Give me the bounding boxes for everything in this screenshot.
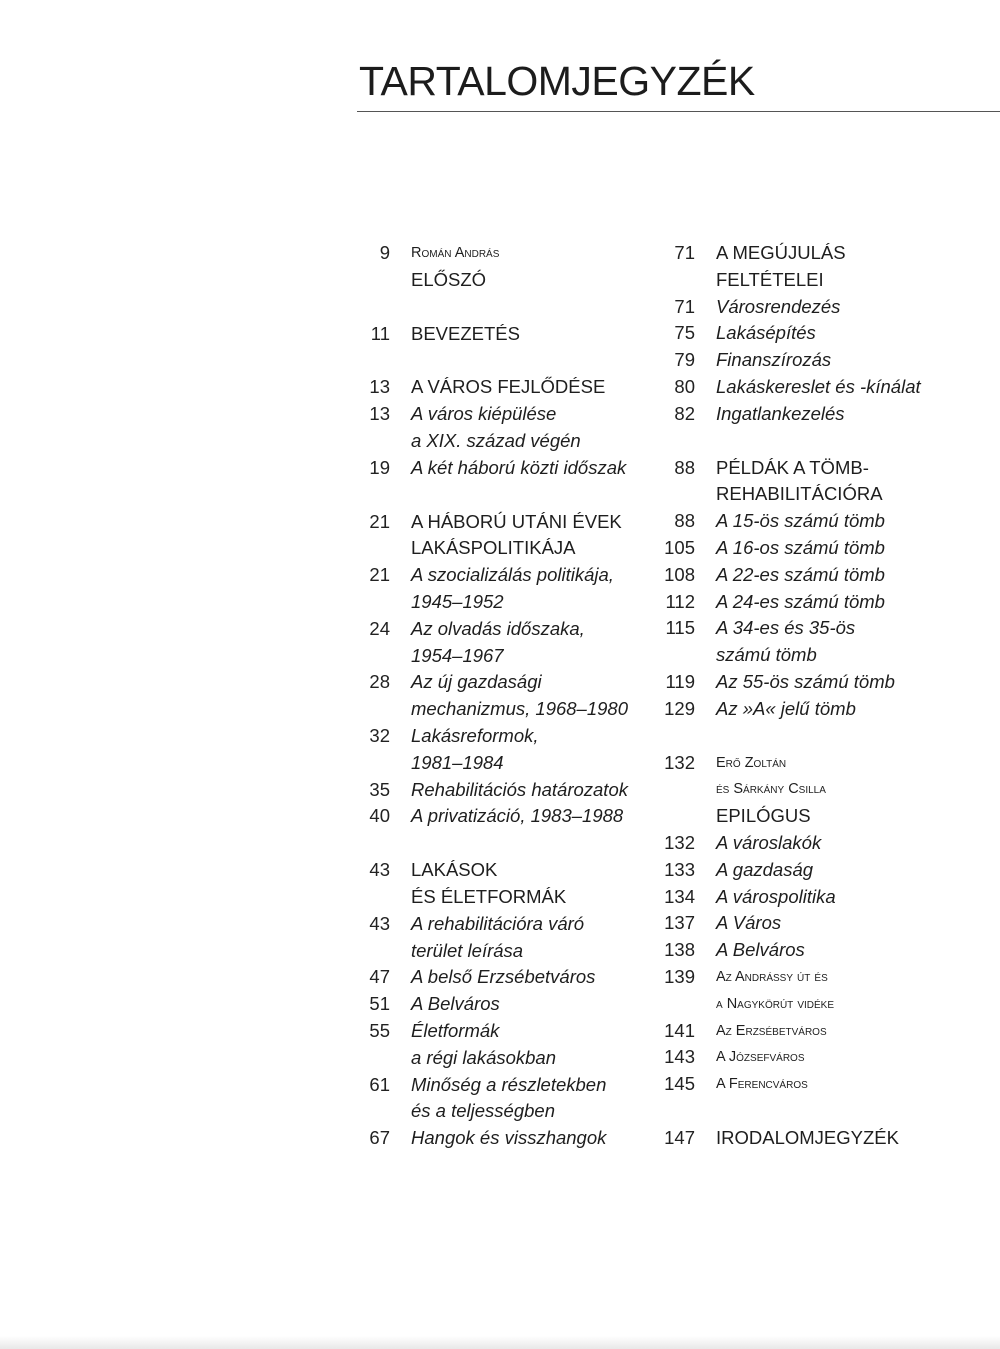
toc-page-number: 71 <box>674 295 695 317</box>
toc-entry-text <box>716 696 856 723</box>
toc-entry-text <box>411 321 520 348</box>
toc-entry <box>358 616 678 670</box>
toc-entry-line: A gazdaság <box>716 858 814 880</box>
toc-entry-text <box>716 884 836 911</box>
toc-page-number: 9 <box>379 242 390 263</box>
toc-entry <box>663 1071 983 1098</box>
toc-entry-line: A Belváros <box>411 993 500 1015</box>
toc-page-number: 43 <box>369 859 390 881</box>
toc-page-number: 138 <box>664 939 695 961</box>
toc-page-number: 141 <box>664 1019 695 1041</box>
toc-entry-line: és a teljességben <box>411 1100 555 1122</box>
toc-entry <box>663 964 983 1018</box>
toc-page-number: 119 <box>665 670 695 692</box>
toc-page-number: 67 <box>369 1127 390 1149</box>
toc-entry <box>663 535 983 562</box>
toc-entry <box>663 1044 983 1071</box>
toc-entry-text <box>411 1018 556 1072</box>
toc-entry-text <box>716 320 816 347</box>
toc-page-number: 147 <box>664 1126 695 1148</box>
toc-entry-line: Városrendezés <box>716 295 841 317</box>
toc-entry-text <box>411 509 622 563</box>
toc-entry <box>663 1125 983 1152</box>
toc-entry-line: FELTÉTELEI <box>716 268 824 290</box>
toc-entry-text <box>716 589 885 616</box>
toc-entry <box>663 830 983 857</box>
toc-page-number: 51 <box>369 993 390 1015</box>
toc-entry-text <box>411 803 623 830</box>
toc-entry <box>358 669 678 723</box>
toc-page-number: 105 <box>664 536 695 558</box>
toc-entry-line: A 15-ös számú tömb <box>716 510 885 532</box>
toc-entry-line: számú tömb <box>716 644 817 666</box>
toc-entry <box>358 777 678 804</box>
toc-entry <box>358 803 678 830</box>
toc-page-number: 80 <box>674 375 695 397</box>
toc-entry-line: IRODALOMJEGYZÉK <box>716 1126 899 1148</box>
toc-entry-text <box>716 1071 808 1098</box>
toc-entry-line: A rehabilitációra váró <box>411 912 585 934</box>
toc-entry <box>663 374 983 401</box>
toc-entry-line: ÉS ÉLETFORMÁK <box>411 885 567 907</box>
toc-entry-line: a XIX. század végén <box>411 429 581 451</box>
toc-entry-line: REHABILITÁCIÓRA <box>716 483 883 505</box>
toc-page-number: 75 <box>674 322 695 344</box>
toc-entry-line: Erő Zoltán <box>716 754 787 771</box>
toc-page-number: 55 <box>369 1019 390 1041</box>
toc-entry-text <box>411 964 595 991</box>
toc-right-column <box>663 240 983 1152</box>
toc-entry <box>358 911 678 965</box>
toc-entry-line: Ingatlankezelés <box>716 402 845 424</box>
toc-page-number: 13 <box>369 376 390 398</box>
toc-entry-text <box>411 1072 606 1126</box>
toc-entry-line: A privatizáció, 1983–1988 <box>411 805 624 827</box>
toc-entry-text <box>411 723 539 777</box>
toc-entry-text <box>411 401 581 455</box>
toc-entry-line: A Ferencváros <box>716 1076 808 1093</box>
toc-page-number: 21 <box>369 564 390 586</box>
toc-entry-text <box>411 777 628 804</box>
page-title: TARTALOMJEGYZÉK <box>359 58 755 104</box>
toc-entry <box>358 321 678 348</box>
toc-entry <box>663 455 983 509</box>
toc-entry-line: Román András <box>411 245 500 261</box>
toc-entry-line: ELŐSZÓ <box>411 268 487 290</box>
toc-page-number: 32 <box>369 724 390 746</box>
toc-entry-text <box>716 857 813 884</box>
toc-entry-line: Az Andrássy út és <box>716 968 828 985</box>
toc-entry-line: Az olvadás időszaka, <box>411 617 585 639</box>
toc-entry-text <box>716 803 811 830</box>
toc-page-number: 129 <box>664 697 695 719</box>
toc-entry-text <box>716 562 885 589</box>
toc-entry-line: A Belváros <box>716 939 805 961</box>
toc-entry-line: A belső Erzsébetváros <box>411 966 596 988</box>
toc-entry <box>663 884 983 911</box>
toc-entry <box>358 1072 678 1126</box>
toc-entry <box>358 562 678 616</box>
toc-entry-text <box>716 830 821 857</box>
toc-entry-line: EPILÓGUS <box>716 805 811 827</box>
toc-entry-line: terület leírása <box>411 939 524 961</box>
toc-entry-text <box>716 615 855 669</box>
toc-entry <box>358 374 678 401</box>
toc-page-number: 139 <box>664 965 695 987</box>
toc-page-number: 11 <box>370 322 390 344</box>
toc-entry-text <box>716 750 826 804</box>
toc-entry-line: Rehabilitációs határozatok <box>411 778 628 800</box>
toc-entry-line: A 24-es számú tömb <box>716 590 885 612</box>
toc-entry-line: 1954–1967 <box>411 644 504 666</box>
toc-entry-line: Életformák <box>411 1019 500 1041</box>
toc-entry-line: A Város <box>716 912 782 934</box>
toc-entry-text <box>716 374 921 401</box>
toc-page-number: 133 <box>664 858 695 880</box>
toc-entry-text <box>716 1018 827 1045</box>
toc-page-number: 61 <box>369 1073 390 1095</box>
toc-entry <box>663 508 983 535</box>
toc-entry <box>663 294 983 321</box>
toc-entry <box>663 615 983 669</box>
toc-entry <box>663 347 983 374</box>
toc-entry <box>358 401 678 455</box>
toc-entry <box>663 589 983 616</box>
toc-entry-text <box>411 991 500 1018</box>
toc-entry-line: Hangok és visszhangok <box>411 1127 607 1149</box>
toc-entry <box>358 1018 678 1072</box>
toc-entry <box>358 267 678 294</box>
toc-page-number: 112 <box>665 590 695 612</box>
toc-entry-line: Az új gazdasági <box>411 671 542 693</box>
toc-page-number: 43 <box>369 912 390 934</box>
toc-entry <box>663 750 983 804</box>
toc-entry-line: Lakáskereslet és -kínálat <box>716 375 921 397</box>
toc-page-number: 19 <box>369 456 390 478</box>
toc-entry-line: A 22-es számú tömb <box>716 563 885 585</box>
toc-entry <box>663 320 983 347</box>
toc-entry-line: LAKÁSOK <box>411 859 498 881</box>
toc-entry-line: a régi lakásokban <box>411 1046 557 1068</box>
toc-entry-text <box>716 347 831 374</box>
toc-entry-line: A 34-es és 35-ös <box>716 617 856 639</box>
toc-page-number: 71 <box>674 242 695 263</box>
toc-entry <box>663 857 983 884</box>
toc-page-number: 40 <box>369 805 390 827</box>
toc-page-number: 24 <box>369 617 390 639</box>
toc-entry-line: A VÁROS FEJLŐDÉSE <box>411 376 606 398</box>
toc-entry-text <box>716 535 885 562</box>
toc-entry <box>358 723 678 777</box>
toc-entry-text <box>716 964 834 1018</box>
toc-entry-text <box>716 240 846 294</box>
toc-entry <box>663 240 983 294</box>
toc-entry-text <box>411 374 605 401</box>
toc-entry <box>663 910 983 937</box>
toc-entry-line: Minőség a részletekben <box>411 1073 607 1095</box>
toc-entry-line: A HÁBORÚ UTÁNI ÉVEK <box>411 510 622 532</box>
toc-entry-line: és Sárkány Csilla <box>716 781 826 798</box>
toc-entry-line: A 16-os számú tömb <box>716 536 885 558</box>
toc-entry-text <box>411 267 486 294</box>
toc-entry-text <box>716 669 895 696</box>
toc-entry-line: 1945–1952 <box>411 590 504 612</box>
toc-page-number: 134 <box>664 885 695 907</box>
toc-entry-text <box>716 455 883 509</box>
toc-entry-text <box>716 1125 899 1152</box>
toc-entry-text <box>411 669 628 723</box>
toc-entry-text <box>716 401 845 428</box>
toc-page-number: 108 <box>664 563 695 585</box>
toc-entry-line: 1981–1984 <box>411 751 504 773</box>
toc-entry <box>663 562 983 589</box>
toc-page-number: 79 <box>674 349 695 371</box>
toc-entry <box>663 803 983 830</box>
toc-page-number: 137 <box>664 912 695 934</box>
toc-entry-line: A Józsefváros <box>716 1049 805 1066</box>
toc-entry <box>663 1018 983 1045</box>
toc-entry-line: a Nagykörút vidéke <box>716 995 834 1012</box>
toc-page-number: 28 <box>369 671 390 693</box>
toc-entry <box>663 696 983 723</box>
toc-entry-line: A MEGÚJULÁS <box>716 242 846 263</box>
toc-entry <box>663 401 983 428</box>
toc-entry-text <box>411 911 584 965</box>
toc-page-number: 132 <box>664 751 695 773</box>
toc-entry <box>663 937 983 964</box>
toc-entry-line: PÉLDÁK A TÖMB- <box>716 456 869 478</box>
toc-entry-line: A két háború közti időszak <box>411 456 627 478</box>
toc-page-number: 132 <box>664 831 695 853</box>
toc-entry-line: A szocializálás politikája, <box>411 564 614 586</box>
toc-entry-text <box>411 455 626 482</box>
toc-entry-text <box>716 937 805 964</box>
toc-entry-line: A városlakók <box>716 831 822 853</box>
toc-page-number: 143 <box>664 1046 695 1068</box>
toc-entry <box>663 669 983 696</box>
toc-page-number: 145 <box>664 1073 695 1095</box>
toc-entry-text <box>411 562 614 616</box>
toc-page-number: 21 <box>369 510 390 532</box>
toc-page-number: 82 <box>674 402 695 424</box>
toc-entry-text <box>716 294 840 321</box>
toc-page-number: 47 <box>369 966 390 988</box>
toc-entry-line: Lakásreformok, <box>411 724 539 746</box>
toc-entry <box>358 240 678 267</box>
toc-entry-line: mechanizmus, 1968–1980 <box>411 698 629 720</box>
toc-page-number: 115 <box>665 617 695 639</box>
toc-entry-text <box>411 1125 606 1152</box>
toc-entry-line: Lakásépítés <box>716 322 816 344</box>
toc-entry-line: BEVEZETÉS <box>411 322 520 344</box>
toc-entry-line: Az »A« jelű tömb <box>716 697 856 719</box>
title-rule <box>357 111 1000 112</box>
toc-entry-text <box>716 910 781 937</box>
toc-entry <box>358 857 678 911</box>
toc-left-column <box>358 240 678 1152</box>
toc-page-number: 13 <box>369 403 390 425</box>
toc-entry-line: A város kiépülése <box>411 403 557 425</box>
toc-entry-line: Az Erzsébetváros <box>716 1022 827 1039</box>
toc-entry-text <box>411 857 566 911</box>
toc-entry <box>358 509 678 563</box>
toc-page-number: 88 <box>674 456 695 478</box>
toc-entry-line: Az 55-ös számú tömb <box>716 670 895 692</box>
toc-entry-text <box>411 616 585 670</box>
toc-page-number: 35 <box>369 778 390 800</box>
toc-entry <box>358 964 678 991</box>
toc-entry <box>358 991 678 1018</box>
toc-entry-line: Finanszírozás <box>716 349 832 371</box>
toc-entry-text <box>411 240 499 267</box>
toc-entry-text <box>716 1044 805 1071</box>
toc-entry-line: A várospolitika <box>716 885 836 907</box>
toc-entry-line: LAKÁSPOLITIKÁJA <box>411 537 576 559</box>
toc-page-number: 88 <box>674 510 695 532</box>
page-edge-shadow <box>0 1336 1000 1349</box>
toc-entry <box>358 455 678 482</box>
toc-entry <box>358 1125 678 1152</box>
toc-entry-text <box>716 508 885 535</box>
